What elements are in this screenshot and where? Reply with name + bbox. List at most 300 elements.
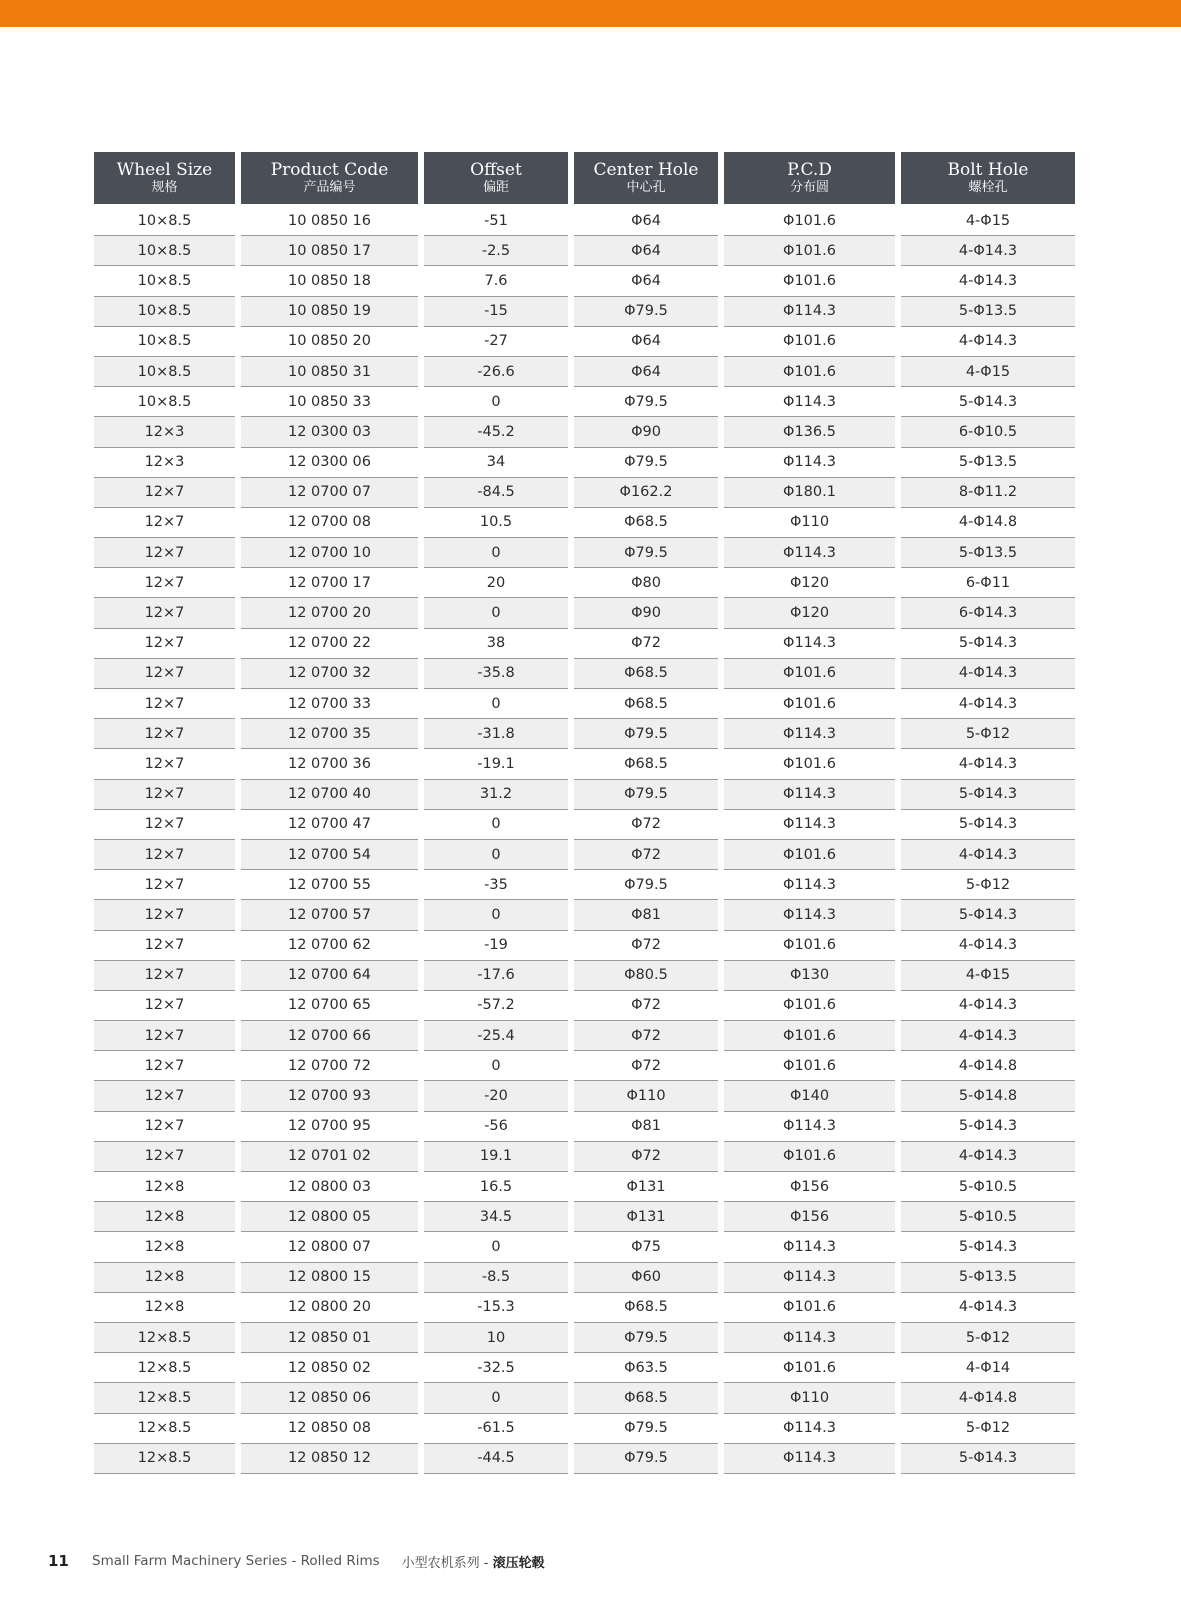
- cell-pcd: Φ114.3: [724, 387, 895, 417]
- cell-wheel-size: 12×7: [94, 689, 235, 719]
- cell-product-code: 12 0700 65: [241, 991, 418, 1021]
- cell-product-code: 12 0700 72: [241, 1051, 418, 1081]
- cell-pcd: Φ101.6: [724, 1051, 895, 1081]
- cell-offset: -20: [424, 1081, 568, 1111]
- header-label-en: Wheel Size: [116, 160, 213, 180]
- table-row: [94, 1323, 1079, 1353]
- cell-pcd: Φ114.3: [724, 719, 895, 749]
- cell-bolt-hole: 5-Φ10.5: [901, 1202, 1075, 1232]
- cell-pcd: Φ114.3: [724, 900, 895, 930]
- cell-center-hole: Φ79.5: [574, 780, 718, 810]
- cell-wheel-size: 12×7: [94, 870, 235, 900]
- cell-center-hole: Φ79.5: [574, 387, 718, 417]
- cell-bolt-hole: 5-Φ13.5: [901, 538, 1075, 568]
- cell-pcd: Φ110: [724, 508, 895, 538]
- cell-pcd: Φ114.3: [724, 1414, 895, 1444]
- cell-pcd: Φ101.6: [724, 1021, 895, 1051]
- table-row: [94, 327, 1079, 357]
- cell-bolt-hole: 4-Φ14.3: [901, 689, 1075, 719]
- table-row: [94, 870, 1079, 900]
- cell-center-hole: Φ68.5: [574, 689, 718, 719]
- table-row: [94, 1112, 1079, 1142]
- cell-product-code: 12 0700 35: [241, 719, 418, 749]
- cell-pcd: Φ114.3: [724, 780, 895, 810]
- cell-pcd: Φ156: [724, 1172, 895, 1202]
- cell-wheel-size: 12×7: [94, 659, 235, 689]
- cell-pcd: Φ114.3: [724, 810, 895, 840]
- cell-bolt-hole: 5-Φ12: [901, 870, 1075, 900]
- cell-bolt-hole: 8-Φ11.2: [901, 478, 1075, 508]
- cell-product-code: 12 0700 66: [241, 1021, 418, 1051]
- cell-wheel-size: 12×7: [94, 810, 235, 840]
- cell-offset: -26.6: [424, 357, 568, 387]
- cell-product-code: 10 0850 18: [241, 266, 418, 296]
- cell-wheel-size: 12×8.5: [94, 1444, 235, 1474]
- cell-pcd: Φ101.6: [724, 1353, 895, 1383]
- cell-offset: -25.4: [424, 1021, 568, 1051]
- cell-center-hole: Φ75: [574, 1232, 718, 1262]
- cell-wheel-size: 12×7: [94, 629, 235, 659]
- table-header-row: [94, 152, 1079, 204]
- cell-center-hole: Φ72: [574, 991, 718, 1021]
- cell-offset: 0: [424, 1383, 568, 1413]
- cell-offset: 10: [424, 1323, 568, 1353]
- page-number: 11: [48, 1552, 69, 1570]
- cell-bolt-hole: 5-Φ12: [901, 1414, 1075, 1444]
- cell-bolt-hole: 5-Φ14.3: [901, 1444, 1075, 1474]
- table-row: [94, 598, 1079, 628]
- cell-pcd: Φ120: [724, 568, 895, 598]
- cell-product-code: 12 0850 06: [241, 1383, 418, 1413]
- top-accent-bar: [0, 0, 1181, 27]
- cell-offset: 0: [424, 689, 568, 719]
- cell-bolt-hole: 5-Φ10.5: [901, 1172, 1075, 1202]
- cell-wheel-size: 12×8: [94, 1263, 235, 1293]
- table-body: [94, 206, 1079, 1474]
- cell-wheel-size: 12×3: [94, 448, 235, 478]
- cell-product-code: 10 0850 33: [241, 387, 418, 417]
- cell-wheel-size: 12×8.5: [94, 1414, 235, 1444]
- cell-pcd: Φ101.6: [724, 327, 895, 357]
- cell-center-hole: Φ162.2: [574, 478, 718, 508]
- cell-bolt-hole: 5-Φ14.3: [901, 387, 1075, 417]
- cell-offset: -61.5: [424, 1414, 568, 1444]
- cell-wheel-size: 10×8.5: [94, 357, 235, 387]
- spec-table: [94, 152, 1079, 1474]
- table-row: [94, 1021, 1079, 1051]
- cell-product-code: 12 0700 93: [241, 1081, 418, 1111]
- page-footer: [48, 1550, 545, 1572]
- cell-wheel-size: 12×8.5: [94, 1353, 235, 1383]
- cell-product-code: 12 0800 15: [241, 1263, 418, 1293]
- cell-bolt-hole: 4-Φ14.3: [901, 659, 1075, 689]
- cell-bolt-hole: 5-Φ14.3: [901, 1232, 1075, 1262]
- table-row: [94, 568, 1079, 598]
- header-label-en: Product Code: [270, 160, 389, 180]
- cell-pcd: Φ114.3: [724, 1444, 895, 1474]
- cell-bolt-hole: 5-Φ14.3: [901, 900, 1075, 930]
- cell-wheel-size: 12×7: [94, 719, 235, 749]
- header-center-hole: [574, 152, 718, 204]
- cell-offset: -84.5: [424, 478, 568, 508]
- cell-offset: 38: [424, 629, 568, 659]
- header-label-cn: 中心孔: [626, 180, 666, 195]
- table-row: [94, 448, 1079, 478]
- cell-offset: 20: [424, 568, 568, 598]
- cell-bolt-hole: 5-Φ14.3: [901, 629, 1075, 659]
- cell-bolt-hole: 6-Φ14.3: [901, 598, 1075, 628]
- cell-offset: 10.5: [424, 508, 568, 538]
- cell-pcd: Φ130: [724, 961, 895, 991]
- cell-wheel-size: 10×8.5: [94, 236, 235, 266]
- table-row: [94, 749, 1079, 779]
- cell-pcd: Φ114.3: [724, 1112, 895, 1142]
- cell-bolt-hole: 5-Φ13.5: [901, 448, 1075, 478]
- header-label-cn: 产品编号: [303, 180, 356, 195]
- cell-offset: -51: [424, 206, 568, 236]
- cell-offset: -45.2: [424, 417, 568, 447]
- series-title-cn-bold: 滚压轮毂: [492, 1555, 545, 1571]
- cell-wheel-size: 12×7: [94, 780, 235, 810]
- series-title-en: Small Farm Machinery Series - Rolled Rims: [92, 1553, 380, 1569]
- cell-offset: -15.3: [424, 1293, 568, 1323]
- cell-bolt-hole: 5-Φ12: [901, 719, 1075, 749]
- cell-wheel-size: 12×7: [94, 538, 235, 568]
- table-row: [94, 417, 1079, 447]
- cell-bolt-hole: 5-Φ14.8: [901, 1081, 1075, 1111]
- cell-center-hole: Φ72: [574, 1051, 718, 1081]
- cell-bolt-hole: 6-Φ11: [901, 568, 1075, 598]
- cell-offset: -19.1: [424, 749, 568, 779]
- table-row: [94, 478, 1079, 508]
- cell-pcd: Φ114.3: [724, 538, 895, 568]
- cell-bolt-hole: 5-Φ13.5: [901, 1263, 1075, 1293]
- cell-center-hole: Φ68.5: [574, 749, 718, 779]
- cell-wheel-size: 12×7: [94, 931, 235, 961]
- table-row: [94, 1081, 1079, 1111]
- header-label-en: Offset: [470, 160, 522, 180]
- cell-product-code: 12 0701 02: [241, 1142, 418, 1172]
- cell-wheel-size: 12×8: [94, 1202, 235, 1232]
- cell-center-hole: Φ81: [574, 1112, 718, 1142]
- cell-bolt-hole: 4-Φ14.3: [901, 327, 1075, 357]
- header-label-cn: 偏距: [482, 180, 509, 195]
- cell-bolt-hole: 4-Φ14.3: [901, 991, 1075, 1021]
- cell-offset: -19: [424, 931, 568, 961]
- cell-wheel-size: 12×7: [94, 1021, 235, 1051]
- cell-center-hole: Φ79.5: [574, 1323, 718, 1353]
- cell-bolt-hole: 4-Φ14.3: [901, 1293, 1075, 1323]
- cell-center-hole: Φ72: [574, 810, 718, 840]
- cell-pcd: Φ101.6: [724, 689, 895, 719]
- cell-wheel-size: 12×7: [94, 991, 235, 1021]
- table-row: [94, 206, 1079, 236]
- cell-offset: -2.5: [424, 236, 568, 266]
- header-label-en: Bolt Hole: [947, 160, 1029, 180]
- cell-wheel-size: 12×8.5: [94, 1323, 235, 1353]
- cell-offset: 0: [424, 810, 568, 840]
- table-row: [94, 266, 1079, 296]
- series-title-cn-prefix: 小型农机系列 -: [401, 1555, 493, 1571]
- table-row: [94, 1414, 1079, 1444]
- cell-offset: 31.2: [424, 780, 568, 810]
- cell-offset: -31.8: [424, 719, 568, 749]
- cell-pcd: Φ136.5: [724, 417, 895, 447]
- cell-center-hole: Φ110: [574, 1081, 718, 1111]
- table-row: [94, 297, 1079, 327]
- cell-product-code: 12 0700 40: [241, 780, 418, 810]
- cell-bolt-hole: 5-Φ14.3: [901, 1112, 1075, 1142]
- cell-product-code: 12 0850 08: [241, 1414, 418, 1444]
- cell-offset: -27: [424, 327, 568, 357]
- cell-offset: 0: [424, 840, 568, 870]
- cell-pcd: Φ101.6: [724, 840, 895, 870]
- cell-product-code: 12 0800 07: [241, 1232, 418, 1262]
- table-row: [94, 991, 1079, 1021]
- cell-pcd: Φ114.3: [724, 1232, 895, 1262]
- table-row: [94, 508, 1079, 538]
- cell-product-code: 12 0700 47: [241, 810, 418, 840]
- cell-wheel-size: 12×7: [94, 1112, 235, 1142]
- cell-center-hole: Φ131: [574, 1172, 718, 1202]
- cell-product-code: 12 0800 05: [241, 1202, 418, 1232]
- cell-product-code: 10 0850 17: [241, 236, 418, 266]
- cell-product-code: 10 0850 16: [241, 206, 418, 236]
- cell-wheel-size: 12×8: [94, 1293, 235, 1323]
- cell-offset: 34: [424, 448, 568, 478]
- cell-center-hole: Φ79.5: [574, 297, 718, 327]
- cell-center-hole: Φ79.5: [574, 1444, 718, 1474]
- table-row: [94, 1263, 1079, 1293]
- table-row: [94, 357, 1079, 387]
- cell-product-code: 12 0850 12: [241, 1444, 418, 1474]
- cell-wheel-size: 12×7: [94, 1142, 235, 1172]
- cell-pcd: Φ120: [724, 598, 895, 628]
- cell-bolt-hole: 4-Φ14.8: [901, 1383, 1075, 1413]
- cell-product-code: 12 0700 36: [241, 749, 418, 779]
- cell-product-code: 12 0700 95: [241, 1112, 418, 1142]
- cell-product-code: 12 0300 06: [241, 448, 418, 478]
- header-product-code: [241, 152, 418, 204]
- cell-wheel-size: 12×3: [94, 417, 235, 447]
- cell-product-code: 12 0300 03: [241, 417, 418, 447]
- cell-wheel-size: 10×8.5: [94, 327, 235, 357]
- cell-wheel-size: 12×7: [94, 508, 235, 538]
- cell-center-hole: Φ131: [574, 1202, 718, 1232]
- cell-product-code: 12 0700 62: [241, 931, 418, 961]
- cell-product-code: 12 0700 32: [241, 659, 418, 689]
- cell-offset: -8.5: [424, 1263, 568, 1293]
- cell-offset: -32.5: [424, 1353, 568, 1383]
- header-label-cn: 螺栓孔: [968, 180, 1008, 195]
- cell-center-hole: Φ60: [574, 1263, 718, 1293]
- cell-center-hole: Φ90: [574, 598, 718, 628]
- cell-bolt-hole: 5-Φ13.5: [901, 297, 1075, 327]
- cell-center-hole: Φ72: [574, 629, 718, 659]
- cell-center-hole: Φ72: [574, 1021, 718, 1051]
- cell-bolt-hole: 5-Φ12: [901, 1323, 1075, 1353]
- header-offset: [424, 152, 568, 204]
- table-row: [94, 1293, 1079, 1323]
- cell-pcd: Φ114.3: [724, 1263, 895, 1293]
- cell-product-code: 10 0850 20: [241, 327, 418, 357]
- cell-bolt-hole: 4-Φ15: [901, 357, 1075, 387]
- cell-bolt-hole: 4-Φ14.3: [901, 1142, 1075, 1172]
- cell-center-hole: Φ72: [574, 1142, 718, 1172]
- cell-pcd: Φ114.3: [724, 297, 895, 327]
- cell-wheel-size: 12×7: [94, 900, 235, 930]
- cell-bolt-hole: 4-Φ15: [901, 961, 1075, 991]
- cell-wheel-size: 12×7: [94, 1051, 235, 1081]
- cell-wheel-size: 12×7: [94, 961, 235, 991]
- cell-product-code: 12 0850 02: [241, 1353, 418, 1383]
- cell-pcd: Φ101.6: [724, 266, 895, 296]
- cell-pcd: Φ101.6: [724, 659, 895, 689]
- cell-center-hole: Φ64: [574, 357, 718, 387]
- cell-bolt-hole: 4-Φ14.3: [901, 840, 1075, 870]
- cell-product-code: 12 0700 22: [241, 629, 418, 659]
- cell-bolt-hole: 4-Φ15: [901, 206, 1075, 236]
- cell-center-hole: Φ64: [574, 236, 718, 266]
- cell-bolt-hole: 5-Φ14.3: [901, 780, 1075, 810]
- table-row: [94, 387, 1079, 417]
- cell-offset: 0: [424, 538, 568, 568]
- cell-center-hole: Φ68.5: [574, 1383, 718, 1413]
- cell-offset: -44.5: [424, 1444, 568, 1474]
- cell-bolt-hole: 4-Φ14.3: [901, 931, 1075, 961]
- cell-pcd: Φ114.3: [724, 1323, 895, 1353]
- cell-product-code: 12 0800 03: [241, 1172, 418, 1202]
- table-row: [94, 1444, 1079, 1474]
- cell-product-code: 12 0700 08: [241, 508, 418, 538]
- cell-offset: -35: [424, 870, 568, 900]
- table-row: [94, 538, 1079, 568]
- cell-pcd: Φ101.6: [724, 206, 895, 236]
- cell-center-hole: Φ63.5: [574, 1353, 718, 1383]
- cell-pcd: Φ110: [724, 1383, 895, 1413]
- cell-wheel-size: 12×7: [94, 598, 235, 628]
- cell-center-hole: Φ72: [574, 931, 718, 961]
- cell-center-hole: Φ79.5: [574, 1414, 718, 1444]
- cell-pcd: Φ140: [724, 1081, 895, 1111]
- cell-offset: 0: [424, 1232, 568, 1262]
- cell-product-code: 12 0700 33: [241, 689, 418, 719]
- cell-product-code: 12 0700 07: [241, 478, 418, 508]
- cell-wheel-size: 10×8.5: [94, 206, 235, 236]
- cell-bolt-hole: 4-Φ14.3: [901, 236, 1075, 266]
- cell-offset: -57.2: [424, 991, 568, 1021]
- cell-center-hole: Φ79.5: [574, 448, 718, 478]
- table-row: [94, 1353, 1079, 1383]
- cell-wheel-size: 10×8.5: [94, 387, 235, 417]
- cell-center-hole: Φ68.5: [574, 508, 718, 538]
- table-row: [94, 719, 1079, 749]
- cell-center-hole: Φ90: [574, 417, 718, 447]
- cell-offset: 0: [424, 598, 568, 628]
- cell-pcd: Φ101.6: [724, 749, 895, 779]
- cell-pcd: Φ101.6: [724, 236, 895, 266]
- cell-pcd: Φ101.6: [724, 1293, 895, 1323]
- cell-wheel-size: 12×8.5: [94, 1383, 235, 1413]
- cell-wheel-size: 12×7: [94, 1081, 235, 1111]
- table-row: [94, 840, 1079, 870]
- header-label-en: P.C.D: [787, 160, 832, 180]
- table-row: [94, 1051, 1079, 1081]
- cell-pcd: Φ101.6: [724, 1142, 895, 1172]
- cell-bolt-hole: 4-Φ14.8: [901, 1051, 1075, 1081]
- cell-center-hole: Φ79.5: [574, 719, 718, 749]
- cell-center-hole: Φ64: [574, 206, 718, 236]
- cell-center-hole: Φ80.5: [574, 961, 718, 991]
- cell-offset: -56: [424, 1112, 568, 1142]
- cell-offset: 0: [424, 387, 568, 417]
- table-row: [94, 780, 1079, 810]
- cell-product-code: 10 0850 31: [241, 357, 418, 387]
- cell-bolt-hole: 4-Φ14.3: [901, 266, 1075, 296]
- table-row: [94, 236, 1079, 266]
- cell-pcd: Φ101.6: [724, 991, 895, 1021]
- table-row: [94, 1142, 1079, 1172]
- cell-product-code: 12 0850 01: [241, 1323, 418, 1353]
- cell-pcd: Φ114.3: [724, 629, 895, 659]
- cell-offset: 34.5: [424, 1202, 568, 1232]
- table-row: [94, 689, 1079, 719]
- cell-product-code: 10 0850 19: [241, 297, 418, 327]
- cell-wheel-size: 12×8: [94, 1172, 235, 1202]
- cell-pcd: Φ114.3: [724, 448, 895, 478]
- table-row: [94, 810, 1079, 840]
- cell-pcd: Φ101.6: [724, 931, 895, 961]
- cell-wheel-size: 12×7: [94, 478, 235, 508]
- series-title-cn: [402, 1552, 545, 1571]
- cell-pcd: Φ114.3: [724, 870, 895, 900]
- header-wheel-size: [94, 152, 235, 204]
- cell-wheel-size: 10×8.5: [94, 297, 235, 327]
- cell-product-code: 12 0700 57: [241, 900, 418, 930]
- table-row: [94, 1202, 1079, 1232]
- cell-center-hole: Φ81: [574, 900, 718, 930]
- cell-center-hole: Φ68.5: [574, 659, 718, 689]
- cell-offset: 19.1: [424, 1142, 568, 1172]
- cell-offset: -35.8: [424, 659, 568, 689]
- cell-offset: 0: [424, 900, 568, 930]
- table-row: [94, 931, 1079, 961]
- header-label-cn: 分布圆: [789, 180, 829, 195]
- table-row: [94, 629, 1079, 659]
- cell-offset: 7.6: [424, 266, 568, 296]
- table-row: [94, 900, 1079, 930]
- header-pcd: [724, 152, 895, 204]
- cell-bolt-hole: 5-Φ14.3: [901, 810, 1075, 840]
- cell-bolt-hole: 4-Φ14.3: [901, 749, 1075, 779]
- cell-pcd: Φ180.1: [724, 478, 895, 508]
- cell-product-code: 12 0700 64: [241, 961, 418, 991]
- table-row: [94, 1383, 1079, 1413]
- cell-offset: -17.6: [424, 961, 568, 991]
- cell-product-code: 12 0700 20: [241, 598, 418, 628]
- cell-product-code: 12 0700 17: [241, 568, 418, 598]
- cell-bolt-hole: 6-Φ10.5: [901, 417, 1075, 447]
- cell-center-hole: Φ72: [574, 840, 718, 870]
- cell-offset: 0: [424, 1051, 568, 1081]
- table-row: [94, 1232, 1079, 1262]
- cell-product-code: 12 0700 10: [241, 538, 418, 568]
- header-label-en: Center Hole: [593, 160, 699, 180]
- cell-product-code: 12 0700 55: [241, 870, 418, 900]
- table-row: [94, 1172, 1079, 1202]
- cell-bolt-hole: 4-Φ14: [901, 1353, 1075, 1383]
- cell-wheel-size: 12×7: [94, 568, 235, 598]
